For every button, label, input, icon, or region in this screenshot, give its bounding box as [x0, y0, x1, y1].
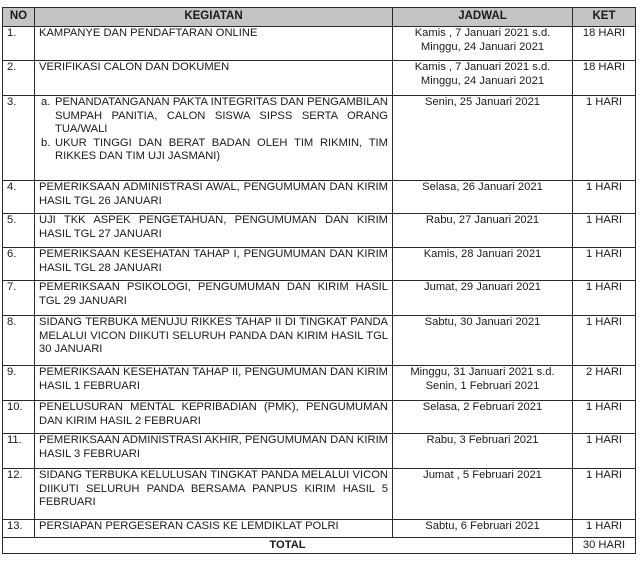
row-no: 2. — [3, 61, 35, 96]
row-ket: 1 HARI — [573, 96, 636, 181]
total-label: TOTAL — [3, 538, 573, 554]
table-row — [3, 61, 636, 96]
sub-item-mark: a. — [41, 96, 51, 108]
row-jadwal: Rabu, 27 Januari 2021 — [393, 214, 573, 248]
row-ket: 1 HARI — [573, 181, 636, 214]
table-row — [3, 401, 636, 434]
row-no: 7. — [3, 281, 35, 316]
jadwal-line: Kamis , 7 Januari 2021 s.d. — [414, 61, 551, 73]
row-kegiatan: PERSIAPAN PERGESERAN CASIS KE LEMDIKLAT POLRI — [35, 520, 393, 538]
row-kegiatan: SIDANG TERBUKA MENUJU RIKKES TAHAP II DI TINGKAT PANDA MELALUI VICON DIIKUTI SELURUH PANDA DAN KIRIM HASIL TGL 30 JANUARI — [35, 316, 393, 366]
header-no: NO — [3, 8, 35, 27]
row-kegiatan: KAMPANYE DAN PENDAFTARAN ONLINE — [35, 27, 393, 61]
header-ket: KET — [573, 8, 636, 27]
total-value: 30 HARI — [573, 538, 636, 554]
row-kegiatan: PEMERIKSAAN ADMINISTRASI AWAL, PENGUMUMAN DAN KIRIM HASIL TGL 26 JANUARI — [35, 181, 393, 214]
row-no: 11. — [3, 434, 35, 469]
row-no: 10. — [3, 401, 35, 434]
sub-item-b — [35, 137, 388, 164]
table-row — [3, 214, 636, 248]
row-jadwal: Rabu, 3 Februari 2021 — [393, 434, 573, 469]
table-row — [3, 27, 636, 61]
table-header-row — [3, 8, 636, 27]
row-jadwal: Selasa, 26 Januari 2021 — [393, 181, 573, 214]
sub-item-mark: b. — [41, 136, 51, 149]
table-row — [3, 181, 636, 214]
sub-item-text: UKUR TINGGI DAN BERAT BADAN OLEH TIM RIKMIN, TIM RIKKES DAN TIM UJI JASMANI) — [55, 136, 388, 162]
row-no: 1. — [3, 27, 35, 61]
row-kegiatan: PEMERIKSAAN KESEHATAN TAHAP I, PENGUMUMAN DAN KIRIM HASIL TGL 28 JANUARI — [35, 248, 393, 281]
total-row — [3, 538, 636, 554]
row-kegiatan: PENELUSURAN MENTAL KEPRIBADIAN (PMK), PENGUMUMAN DAN KIRIM HASIL 2 FEBRUARI — [35, 401, 393, 434]
table-row — [3, 248, 636, 281]
row-kegiatan: PEMERIKSAAN PSIKOLOGI, PENGUMUMAN DAN KIRIM HASIL TGL 29 JANUARI — [35, 281, 393, 316]
row-no: 8. — [3, 316, 35, 366]
row-jadwal: Jumat , 5 Februari 2021 — [393, 469, 573, 520]
jadwal-line: Senin, 1 Februari 2021 — [425, 379, 540, 392]
row-kegiatan: VERIFIKASI CALON DAN DOKUMEN — [35, 61, 393, 96]
header-kegiatan: KEGIATAN — [35, 8, 393, 27]
row-ket: 1 HARI — [573, 401, 636, 434]
row-ket: 2 HARI — [573, 366, 636, 401]
row-ket: 1 HARI — [573, 214, 636, 248]
row-kegiatan: SIDANG TERBUKA KELULUSAN TINGKAT PANDA MELALUI VICON DIIKUTI SELURUH PANDA BERSAMA PANPUS KIRIM HASIL 5 FEBRUARI — [35, 469, 393, 520]
jadwal-line: Minggu, 31 Januari 2021 s.d. — [410, 366, 555, 378]
row-no: 12. — [3, 469, 35, 520]
row-kegiatan: PEMERIKSAAN KESEHATAN TAHAP II, PENGUMUMAN DAN KIRIM HASIL 1 FEBRUARI — [35, 366, 393, 401]
table-row — [3, 316, 636, 366]
row-kegiatan: UJI TKK ASPEK PENGETAHUAN, PENGUMUMAN DAN KIRIM HASIL TGL 27 JANUARI — [35, 214, 393, 248]
jadwal-line: Kamis , 7 Januari 2021 s.d. — [414, 27, 551, 39]
row-no: 9. — [3, 366, 35, 401]
row-jadwal — [393, 61, 573, 96]
table-row — [3, 281, 636, 316]
jadwal-line: Minggu, 24 Januari 2021 — [420, 40, 545, 53]
sub-item-text: PENANDATANGANAN PAKTA INTEGRITAS DAN PENGAMBILAN SUMPAH PANITIA, CALON SISWA SIPSS SERTA ORANG TUA/WALI — [55, 96, 388, 135]
row-jadwal: Kamis, 28 Januari 2021 — [393, 248, 573, 281]
table-row — [3, 366, 636, 401]
row-no: 3. — [3, 96, 35, 181]
row-ket: 1 HARI — [573, 281, 636, 316]
row-ket: 18 HARI — [573, 27, 636, 61]
header-jadwal: JADWAL — [393, 8, 573, 27]
table-row — [3, 520, 636, 538]
sub-item-a — [35, 96, 388, 137]
row-no: 6. — [3, 248, 35, 281]
row-jadwal: Senin, 25 Januari 2021 — [393, 96, 573, 181]
row-kegiatan — [35, 96, 393, 181]
row-ket: 1 HARI — [573, 520, 636, 538]
row-jadwal: Sabtu, 6 Februari 2021 — [393, 520, 573, 538]
jadwal-line: Minggu, 24 Januari 2021 — [420, 74, 545, 87]
row-no: 13. — [3, 520, 35, 538]
row-ket: 18 HARI — [573, 61, 636, 96]
row-ket: 1 HARI — [573, 469, 636, 520]
row-ket: 1 HARI — [573, 316, 636, 366]
row-jadwal — [393, 366, 573, 401]
row-ket: 1 HARI — [573, 248, 636, 281]
row-ket: 1 HARI — [573, 434, 636, 469]
row-no: 4. — [3, 181, 35, 214]
schedule-table — [2, 7, 636, 554]
row-jadwal: Sabtu, 30 Januari 2021 — [393, 316, 573, 366]
row-kegiatan: PEMERIKSAAN ADMINISTRASI AKHIR, PENGUMUMAN DAN KIRIM HASIL 3 FEBRUARI — [35, 434, 393, 469]
table-row — [3, 469, 636, 520]
row-no: 5. — [3, 214, 35, 248]
row-jadwal — [393, 27, 573, 61]
row-jadwal: Jumat, 29 Januari 2021 — [393, 281, 573, 316]
table-row — [3, 434, 636, 469]
row-jadwal: Selasa, 2 Februari 2021 — [393, 401, 573, 434]
table-row — [3, 96, 636, 181]
